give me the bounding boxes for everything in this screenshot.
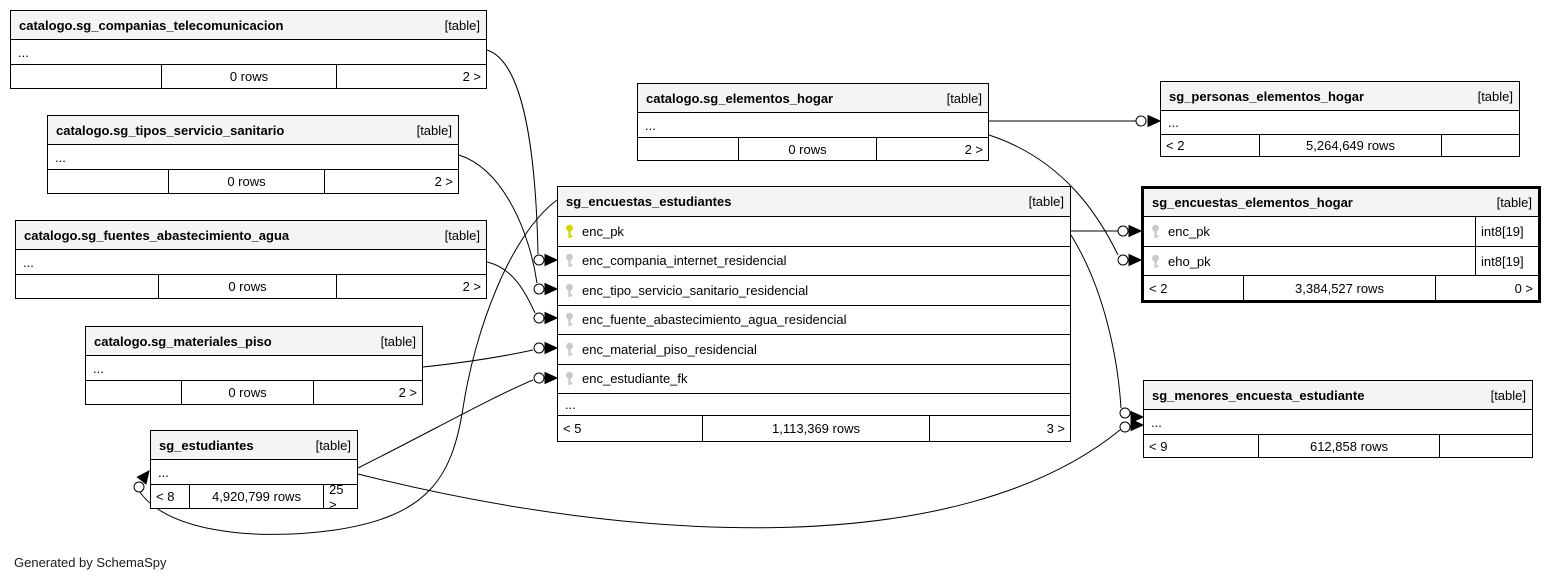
column-name: enc_compania_internet_residencial [582, 253, 787, 269]
foreign-key-icon [1151, 254, 1160, 269]
row-count: 3,384,527 rows [1243, 276, 1435, 300]
column-row-enc-tipo-servicio-sanitario-residencial [558, 275, 1070, 305]
column-name: enc_pk [582, 223, 624, 239]
table-sg-encuestas-elementos-hogar[interactable] [1141, 186, 1541, 303]
table-catalogo-sg-tipos-servicio-sanitario[interactable] [47, 115, 459, 194]
table-name[interactable]: catalogo.sg_materiales_piso [94, 333, 272, 349]
child-count [1439, 435, 1532, 457]
parent-count [86, 381, 181, 404]
column-row-enc-pk [1144, 216, 1538, 246]
foreign-key-icon [565, 283, 574, 298]
column-name: enc_pk [1168, 224, 1210, 239]
row-count: 5,264,649 rows [1259, 135, 1441, 156]
hidden-columns-ellipsis: ... [48, 144, 458, 169]
child-count: 3 > [929, 416, 1070, 441]
child-count: 25 > [323, 485, 357, 508]
parent-count [638, 138, 738, 160]
row-count: 4,920,799 rows [189, 485, 323, 508]
foreign-key-icon [565, 342, 574, 357]
table-type-label: [table] [1496, 195, 1532, 210]
table-catalogo-sg-elementos-hogar[interactable] [637, 83, 989, 161]
parent-count: < 2 [1149, 280, 1168, 296]
hidden-columns-ellipsis: ... [1144, 409, 1532, 434]
table-type-label: [table] [444, 227, 480, 243]
child-count: 2 > [313, 381, 422, 404]
parent-count [48, 170, 168, 193]
hidden-columns-ellipsis: ... [11, 39, 486, 64]
parent-count [16, 275, 158, 298]
parent-count: < 2 [1166, 138, 1185, 153]
table-header[interactable] [558, 187, 1070, 216]
row-count: 0 rows [158, 275, 336, 298]
table-type-label: [table] [416, 122, 452, 138]
child-count: 2 > [324, 170, 458, 193]
parent-count: < 9 [1149, 438, 1168, 454]
foreign-key-icon [565, 371, 574, 386]
hidden-columns-ellipsis: ... [558, 393, 1070, 415]
table-sg-personas-elementos-hogar[interactable] [1160, 81, 1520, 157]
hidden-columns-ellipsis: ... [1161, 110, 1519, 134]
parent-count: < 8 [156, 489, 175, 504]
column-name: enc_material_piso_residencial [582, 341, 757, 357]
child-count: 2 > [336, 275, 486, 298]
hidden-columns-ellipsis: ... [86, 355, 422, 380]
table-catalogo-sg-companias-telecomunicacion[interactable] [10, 10, 487, 89]
column-name: enc_estudiante_fk [582, 371, 688, 387]
column-row-enc-compania-internet-residencial [558, 246, 1070, 276]
table-sg-menores-encuesta-estudiante[interactable] [1143, 380, 1533, 458]
table-type-label: [table] [946, 90, 982, 106]
foreign-key-icon [1151, 224, 1160, 239]
table-name[interactable]: catalogo.sg_tipos_servicio_sanitario [56, 122, 285, 138]
table-header[interactable] [638, 84, 988, 112]
generator-credit: Generated by SchemaSpy [14, 555, 167, 570]
table-header[interactable] [16, 221, 486, 249]
hidden-columns-ellipsis: ... [151, 459, 357, 484]
parent-count [11, 65, 161, 88]
table-type-label: [table] [1477, 88, 1513, 104]
table-type-label: [table] [444, 17, 480, 33]
column-row-enc-pk [558, 216, 1070, 246]
table-type-label: [table] [1490, 387, 1526, 403]
table-type-label: [table] [315, 437, 351, 453]
column-type: int8[19] [1475, 247, 1538, 275]
table-header[interactable] [1161, 82, 1519, 110]
table-catalogo-sg-fuentes-abastecimiento-agua[interactable] [15, 220, 487, 299]
column-name: enc_tipo_servicio_sanitario_residencial [582, 282, 809, 298]
table-name[interactable]: sg_encuestas_estudiantes [566, 194, 732, 209]
column-name: eho_pk [1168, 253, 1211, 269]
table-header[interactable] [86, 327, 422, 355]
table-type-label: [table] [1028, 194, 1064, 209]
table-sg-estudiantes[interactable] [150, 430, 358, 512]
row-count: 1,113,369 rows [702, 416, 929, 441]
column-row-eho-pk [1144, 246, 1538, 275]
row-count: 612,858 rows [1258, 435, 1439, 457]
table-header[interactable] [48, 116, 458, 144]
relation-line [423, 350, 533, 367]
table-name[interactable]: catalogo.sg_elementos_hogar [646, 90, 834, 106]
table-header[interactable] [1144, 381, 1532, 409]
table-name[interactable]: sg_encuestas_elementos_hogar [1152, 195, 1353, 210]
table-name[interactable]: sg_personas_elementos_hogar [1169, 88, 1365, 104]
hidden-columns-ellipsis: ... [638, 112, 988, 137]
row-count: 0 rows [738, 138, 876, 160]
primary-key-icon [565, 224, 574, 239]
table-name[interactable]: sg_menores_encuesta_estudiante [1152, 387, 1365, 403]
column-row-enc-fuente-abastecimiento-agua-residencial [558, 305, 1070, 335]
table-header[interactable] [1144, 189, 1538, 216]
table-type-label: [table] [380, 333, 416, 349]
table-sg-encuestas-estudiantes[interactable] [557, 186, 1071, 442]
table-name[interactable]: catalogo.sg_companias_telecomunicacion [19, 17, 284, 33]
table-catalogo-sg-materiales-piso[interactable] [85, 326, 423, 405]
column-type: int8[19] [1475, 217, 1538, 246]
table-header[interactable] [11, 11, 486, 39]
child-count: 0 > [1435, 276, 1538, 300]
table-name[interactable]: sg_estudiantes [159, 437, 254, 453]
row-count: 0 rows [181, 381, 313, 404]
relation-line [487, 262, 535, 313]
column-row-enc-estudiante-fk [558, 364, 1070, 394]
child-count [1441, 135, 1519, 156]
hidden-columns-ellipsis: ... [16, 249, 486, 274]
relation-line [358, 430, 1120, 528]
table-header[interactable] [151, 431, 357, 459]
column-row-enc-material-piso-residencial [558, 334, 1070, 364]
child-count: 2 > [336, 65, 486, 88]
table-name[interactable]: catalogo.sg_fuentes_abastecimiento_agua [24, 227, 290, 243]
row-count: 0 rows [168, 170, 324, 193]
relation-line [1071, 235, 1121, 408]
row-count: 0 rows [161, 65, 336, 88]
parent-count: < 5 [563, 421, 582, 436]
column-name: enc_fuente_abastecimiento_agua_residencial [582, 312, 847, 328]
foreign-key-icon [565, 312, 574, 327]
relation-line [487, 50, 538, 254]
foreign-key-icon [565, 253, 574, 268]
child-count: 2 > [876, 138, 988, 160]
